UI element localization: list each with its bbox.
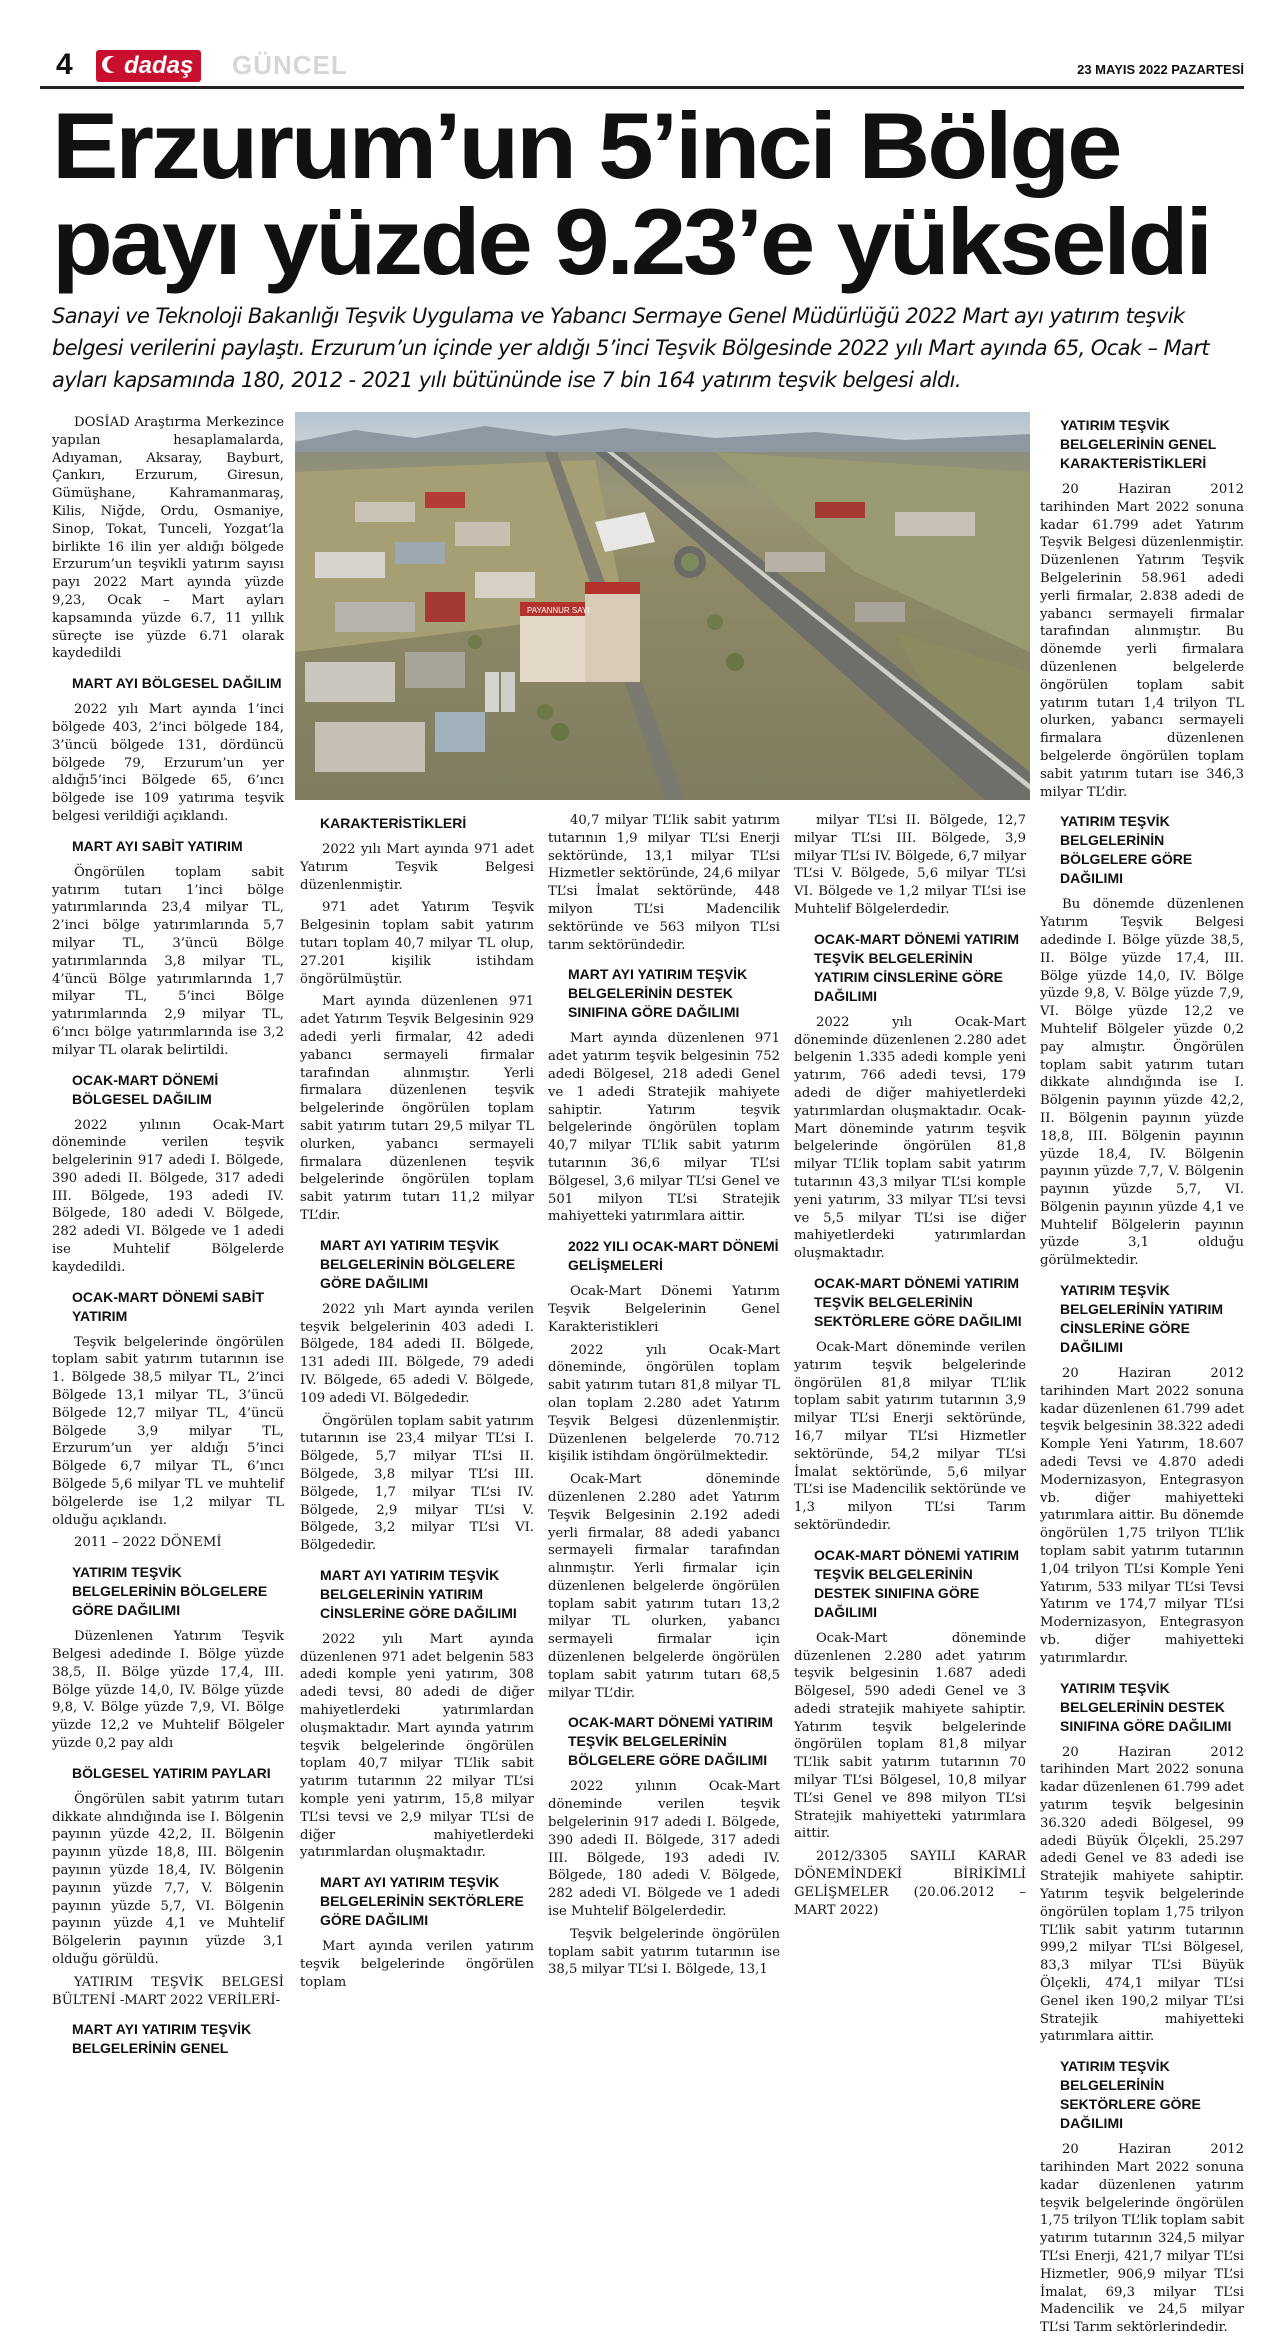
paragraph: 2012/3305 SAYILI KARAR DÖNEMİNDEKİ BİRİKİMLİ GELİŞMELER (20.06.2012 – MART 2022): [794, 1849, 1026, 1918]
paragraph: Ocak-Mart döneminde verilen yatırım teşvik belgelerinde öngörülen 81,8 milyar TL’lik toplam sabit yatırım tutarının 3,9 milyar TL’si Enerji sektöründe, 16,7 milyar TL’si Hizmetler sektöründe, 54,2 milyar TL’si İmalat sektöründe, 5,6 milyar TL’si ise Madencilik sektöründe ve 1,3 milyon TL’si Tarım sektöründedir.: [794, 1339, 1026, 1533]
subheading: YATIRIM TEŞVİK BELGELERİNİN YATIRIM CİNSLERİNE GÖRE DAĞILIMI: [1060, 1282, 1224, 1356]
aerial-photo-industrial-zone: [295, 412, 1030, 800]
subheading: YATIRIM TEŞVİK BELGELERİNİN SEKTÖRLERE GÖRE DAĞILIMI: [1060, 2058, 1201, 2132]
column-4: [794, 812, 1026, 1924]
logo-text: dadaş: [124, 52, 194, 79]
paragraph: 2022 yılı Mart ayında verilen teşvik belgelerinin 403 adedi I. Bölgede, 184 adedi II. Bölgede, 131 adedi III. Bölgede, 79 adedi IV. Bölgede, 65 adedi V. Bölgede, 109 adedi VI. Bölgededir.: [300, 1301, 534, 1406]
building-sign: PAYANNUR SAYI: [527, 606, 590, 615]
subheading: KARAKTERİSTİKLERİ: [320, 815, 467, 831]
page-header: [40, 48, 1244, 89]
subheading: YATIRIM TEŞVİK BELGELERİNİN DESTEK SINIFINA GÖRE DAĞILIMI: [1060, 1679, 1232, 1734]
lead-paragraph: Sanayi ve Teknoloji Bakanlığı Teşvik Uygulama ve Yabancı Sermaye Genel Müdürlüğü 2022 Mart ayı yatırım teşvik belgesi verilerini paylaştı. Erzurum’un içinde yer aldığı 5’inci Teşvik Bölgesinde 2022 yılı Mart ayında 65, Ocak – Mart ayları kapsamında 180, 2012 - 2021 yılı bütününde ise 7 bin 164 yatırım teşvik belgesi aldı.: [52, 304, 1209, 392]
subheading: OCAK-MART DÖNEMİ YATIRIM TEŞVİK BELGELERİNİN YATIRIM CİNSLERİNE GÖRE DAĞILIMI: [814, 930, 1020, 1004]
subheading: OCAK-MART DÖNEMİ YATIRIM TEŞVİK BELGELERİNİN SEKTÖRLERE GÖRE DAĞILIMI: [814, 1274, 1022, 1329]
subheading: MART AYI YATIRIM TEŞVİK BELGELERİNİN YATIRIM CİNSLERİNE GÖRE DAĞILIMI: [320, 1566, 517, 1621]
page-number: 4: [56, 48, 73, 81]
paragraph: 2011 – 2022 DÖNEMİ: [74, 1535, 222, 1551]
column-3: [548, 812, 780, 1984]
paragraph: 2022 yılı Mart ayında düzenlenen 971 adet belgenin 583 adedi komple yeni yatırım, 308 adedi tevsi, 80 adedi de diğer mahiyetlerdeki yatırımlardan oluşmaktadır. Mart ayında yatırım teşvik belgelerinde öngörülen toplam 40,7 milyar TL’lik sabit yatırım tutarının 22 milyar TL’si komple yeni yatırım, 15,8 milyar TL’si tevsi ve 2,9 milyar TL’si de diğer mahiyetlerdeki yatırımlardan oluşmaktadır.: [300, 1631, 534, 1861]
paragraph: 2022 yılı Ocak-Mart döneminde düzenlenen 2.280 adet belgenin 1.335 adedi komple yeni yatırım, 766 adedi tevsi, 179 adedi de diğer mahiyetlerdeki yatırımlardan oluşmaktadır. Ocak-Mart döneminde yatırım teşvik belgelerinde öngörülen 81,8 milyar TL’lik toplam sabit yatırım tutarının 43,3 milyar TL’si komple yeni yatırım, 33 milyar TL’si tevsi ve 5,5 milyar TL’si ise diğer mahiyetlerdeki yatırımlardan oluşmaktadır.: [794, 1014, 1026, 1262]
paragraph: Teşvik belgelerinde öngörülen toplam sabit yatırım tutarının ise 38,5 milyar TL’si I. Bölgede, 13,1: [548, 1926, 780, 1978]
section-label: GÜNCEL: [232, 50, 348, 80]
column-2: [300, 812, 534, 1997]
subheading: MART AYI YATIRIM TEŞVİK BELGELERİNİN DESTEK SINIFINA GÖRE DAĞILIMI: [568, 966, 748, 1021]
paragraph: 2022 yılının Ocak-Mart döneminde verilen teşvik belgelerinin 917 adedi I. Bölgede, 390 adedi II. Bölgede, 317 adedi III. Bölgede, 193 adedi IV. Bölgede, 180 adedi V. Bölgede, 282 adedi VI. Bölgede ve 1 adedi ise Muhtelif Bölgelerde kaydedildi.: [52, 1117, 284, 1275]
subheading: MART AYI BÖLGESEL DAĞILIM: [72, 675, 282, 692]
subheading: YATIRIM TEŞVİK BELGELERİNİN GENEL KARAKTERİSTİKLERİ: [1060, 417, 1217, 471]
paragraph: 20 Haziran 2012 tarihinden Mart 2022 sonuna kadar düzenlenen 61.799 adet teşvik belgesinin 38.322 adedi Komple Yeni Yatırım, 18.607 adedi Tevsi ve 4.870 adedi Modernizasyon, Entegrasyon vb. diğer mahiyetteki yatırımlara aittir. Bu dönemde öngörülen 1,75 trilyon TL’lik toplam sabit yatırım tutarının 1,04 trilyon TL’si Komple Yeni Yatırım, 533 milyar TL’si Tevsi Yatırım ve 174,7 milyar TL’si Modernizasyon, Entegrasyon vb. diğer mahiyetteki yatırımlardır.: [1040, 1366, 1244, 1666]
subheading: OCAK-MART DÖNEMİ SABİT YATIRIM: [72, 1288, 265, 1324]
subheading: OCAK-MART DÖNEMİ BÖLGESEL DAĞILIM: [72, 1071, 219, 1107]
paragraph: Mart ayında verilen yatırım teşvik belgelerinde öngörülen toplam: [300, 1939, 534, 1990]
paragraph: Mart ayında düzenlenen 971 adet yatırım teşvik belgesinin 752 adedi Bölgesel, 218 adedi Genel ve 1 adedi Stratejik mahiyete sahiptir. Yatırım teşvik belgelerinde öngörülen toplam 40,7 milyar TL’lik sabit yatırım tutarının 36,6 milyar TL’si Bölgesel, 3,6 milyar TL’si Genel ve 501 milyon TL’si Stratejik mahiyetteki yatırımlara aittir.: [548, 1031, 780, 1225]
paragraph: 2022 yılı Ocak-Mart döneminde, öngörülen toplam sabit yatırım tutarı 81,8 milyar TL olan toplam 2.280 adet Yatırım Teşvik Belgesi düzenlenmiştir. Düzenlenen belgelerde 70.712 kişilik istihdam öngörülmektedir.: [548, 1342, 780, 1465]
subheading: MART AYI YATIRIM TEŞVİK BELGELERİNİN GENEL: [72, 2021, 252, 2057]
subheading: MART AYI SABİT YATIRIM: [72, 837, 243, 854]
subheading: YATIRIM TEŞVİK BELGELERİNİN BÖLGELERE GÖRE DAĞILIMI: [1060, 813, 1193, 887]
column-1: [52, 414, 284, 2066]
newspaper-logo: [96, 50, 201, 82]
paragraph: Ocak-Mart döneminde düzenlenen 2.280 adet Yatırım Teşvik Belgesinin 2.192 adedi yerli firmalar, 88 adedi yabancı sermayeli firmalar tarafından alınmıştır. Yerli firmalar için düzenlenen belgelerde öngörülen toplam sabit yatırım tutarı 13,2 milyar TL olurken, yabancı sermayeli firmalar için düzenlenen belgelerde öngörülen toplam sabit yatırım tutarı 68,5 milyar TL’dir.: [548, 1472, 780, 1701]
subheading: YATIRIM TEŞVİK BELGELERİNİN BÖLGELERE GÖRE DAĞILIMI: [72, 1564, 268, 1619]
subheading: OCAK-MART DÖNEMİ YATIRIM TEŞVİK BELGELERİNİN BÖLGELERE GÖRE DAĞILIMI: [568, 1714, 774, 1769]
subheading: MART AYI YATIRIM TEŞVİK BELGELERİNİN BÖLGELERE GÖRE DAĞILIMI: [320, 1236, 516, 1291]
issue-date: 23 MAYIS 2022 PAZARTESİ: [1077, 62, 1244, 77]
paragraph: Teşvik belgelerinde öngörülen toplam sabit yatırım tutarının ise 1. Bölgede 38,5 milyar TL, 2’inci Bölgede 13,1 milyar TL, 3’üncü Bölgede 12,7 milyar TL, 4’üncü Bölgede 3,9 milyar TL, Erzurum’un yer aldığı 5’inci Bölgede 6,7 milyar TL, 6’ıncı Bölgede 5,6 milyar TL ve muhtelif bölgelerde ise 1,2 milyar TL olduğu açıklandı.: [52, 1334, 284, 1528]
subheading: OCAK-MART DÖNEMİ YATIRIM TEŞVİK BELGELERİNİN DESTEK SINIFINA GÖRE DAĞILIMI: [814, 1546, 1020, 1620]
subheading: MART AYI YATIRIM TEŞVİK BELGELERİNİN SEKTÖRLERE GÖRE DAĞILIMI: [320, 1874, 524, 1929]
paragraph: 40,7 milyar TL’lik sabit yatırım tutarının 1,9 milyar TL’si Enerji sektöründe, 13,1 milyar TL’si Hizmetler sektöründe, 24,6 milyar TL’si İmalat sektöründe, 448 milyon TL’si Madencilik sektöründe ve 563 milyon TL’si tarım sektöründedir.: [548, 813, 780, 953]
paragraph: YATIRIM TEŞVİK BELGESİ BÜLTENİ -MART 2022 VERİLERİ-: [52, 1974, 284, 2008]
crescent-icon: [102, 56, 119, 73]
headline: Erzurum’un 5’inci Bölge payı yüzde 9.23’e yükseldi: [52, 93, 1210, 294]
aerial-photo-drawing: [295, 412, 1030, 800]
paragraph: 20 Haziran 2012 tarihinden Mart 2022 sonuna kadar 61.799 adet Yatırım Teşvik Belgesi düzenlenmiştir. Düzenlenen Yatırım Teşvik Belgelerinin 58.961 adedi yerli firmalar, 2.838 adedi de yabancı sermayeli firmalar tarafından alınmıştır. Bu dönemde yerli firmalara düzenlenen belgelerde öngörülen toplam sabit yatırım tutarı 1,4 trilyon TL olurken, yabancı sermayeli firmalara düzenlenen belgelerde öngörülen toplam sabit yatırım tutarı ise 346,3 milyar TL’dir.: [1040, 482, 1244, 800]
column-5: [1040, 414, 1244, 2342]
paragraph: 20 Haziran 2012 tarihinden Mart 2022 sonuna kadar düzenlenen yatırım teşvik belgelerinde öngörülen 1,75 trilyon TL’lik toplam sabit yatırım tutarının 324,5 milyar TL’si Enerji, 421,7 milyar TL’si Hizmetler, 906,9 milyar TL’si İmalat, 69,3 milyar TL’si Madencilik ve 24,5 milyar TL’si Tarım sektörlerindedir.: [1040, 2142, 1244, 2336]
paragraph: Ocak-Mart döneminde düzenlenen 2.280 adet yatırım teşvik belgesinin 1.687 adedi Bölgesel, 590 adedi Genel ve 3 adedi stratejik mahiyete sahiptir. Yatırım teşvik belgelerinde öngörülen toplam 81,8 milyar TL’lik sabit yatırım tutarının 70 milyar TL’si Bölgesel, 10,8 milyar TL’si Genel ve 898 milyon TL’si Stratejik mahiyetteki yatırımlara aittir.: [794, 1630, 1026, 1842]
paragraph: DOSİAD Araştırma Merkezince yapılan hesaplamalarda, Adıyaman, Aksaray, Bayburt, Çankırı, Erzurum, Giresun, Gümüşhane, Kahramanmaraş, Kilis, Niğde, Ordu, Osmaniye, Sinop, Tokat, Tunceli, Yozgat’la birlikte 16 ilin yer aldığı bölgede Erzurum’un teşvikli yatırım sayısı payı 2022 Mart ayında yüzde 9,23, Ocak – Mart ayları kapsamında yüzde 6.7, 11 yıllık süreçte ise yüzde 6.71 olarak kaydedildi: [52, 415, 284, 662]
paragraph: 971 adet Yatırım Teşvik Belgesinin toplam sabit yatırım tutarı toplam 40,7 milyar TL olup, 27.201 kişilik istihdam öngörülmüştür.: [300, 900, 534, 987]
subheading: BÖLGESEL YATIRIM PAYLARI: [72, 1764, 271, 1781]
paragraph: Bu dönemde düzenlenen Yatırım Teşvik Belgesi adedinde I. Bölge yüzde 38,5, II. Bölge yüzde 17,4, III. Bölge yüzde 14,0, IV. Bölge yüzde 9,8, V. Bölge yüzde 7,9, VI. Bölge yüzde 12,2 ve Muhtelif Bölgeler yüzde 0,2 pay almıştır. Öngörülen toplam sabit yatırım tutarı dikkate alındığında ise I. Bölgenin payının yüzde 42,2, II. Bölgenin payının yüzde 18,8, III. Bölgenin payının yüzde 18,4, IV. Bölgenin payının yüzde 7,7, V. Bölgenin payının yüzde 5,7, VI. Bölgenin payının yüzde 4,1 ve Muhtelif Bölgelerin payının yüzde 3,1 olduğu görülmektedir.: [1040, 897, 1244, 1269]
paragraph: Öngörülen toplam sabit yatırım tutarı 1’inci bölge yatırımlarında 23,4 milyar TL, 2’inci bölge yatırımlarında 5,7 milyar TL, 3’üncü Bölge yatırımlarında 3,8 milyar TL, 4’üncü Bölge yatırımlarında 1,7 milyar TL, 5’inci Bölge yatırımlarında 2,9 milyar TL, 6’ıncı bölge yatırımlarında ise 3,2 milyar TL olarak belirtildi.: [52, 864, 284, 1058]
paragraph: 20 Haziran 2012 tarihinden Mart 2022 sonuna kadar düzenlenen 61.799 adet yatırım teşvik belgesinin 36.320 adedi Bölgesel, 99 adedi Büyük Ölçekli, 25.297 adedi Genel ve 83 adedi ise Stratejik mahiyete sahiptir. Yatırım teşvik belgelerinde öngörülen toplam 1,75 trilyon TL’lik sabit yatırım tutarının 999,2 milyar TL’si Bölgesel, 83,3 milyar TL’si Büyük Ölçekli, 474,1 milyar TL’si Genel iken 190,2 milyar TL’si Stratejik mahiyetteki yatırımlara aittir.: [1040, 1744, 1244, 2045]
paragraph: 2022 yılı Mart ayında 1’inci bölgede 403, 2’inci bölgede 184, 3’üncü bölgede 131, dördüncü bölgede 79, Erzurum’un yer aldığı5’inci Bölgede 65, 6’ıncı bölgede ise 109 yatırıma teşvik belgesi verildiği açıklandı.: [52, 702, 284, 824]
paragraph: Öngörülen toplam sabit yatırım tutarının ise 23,4 milyar TL’si I. Bölgede, 5,7 milyar TL’si II. Bölgede, 3,8 milyar TL’si III. Bölgede, 1,7 milyar TL’si IV. Bölgede, 2,9 milyar TL’si V. Bölgede, 3,2 milyar TL’si VI. Bölgededir.: [300, 1413, 534, 1554]
paragraph: Düzenlenen Yatırım Teşvik Belgesi adedinde I. Bölge yüzde 38,5, II. Bölge yüzde 17,4, III. Bölge yüzde 14,0, IV. Bölge yüzde 9,8, V. Bölge yüzde 7,9, VI. Bölge yüzde 12,2 ve Muhtelif Bölgeler yüzde 0,2 pay aldı: [52, 1629, 284, 1752]
paragraph: 2022 yılının Ocak-Mart döneminde verilen teşvik belgelerinin 917 adedi I. Bölgede, 390 adedi II. Bölgede, 317 adedi III. Bölgede, 193 adedi IV. Bölgede, 180 adedi V. Bölgede, 282 adedi VI. Bölgede ve 1 adedi ise Muhtelif Bölgelerdedir.: [548, 1779, 780, 1920]
paragraph: Mart ayında düzenlenen 971 adet Yatırım Teşvik Belgesinin 929 adedi yerli firmalar, 42 adedi yabancı sermayeli firmalar tarafından alınmıştır. Yerli firmalara düzenlenen teşvik belgelerinde öngörülen toplam sabit yatırım tutarı 29,5 milyar TL olurken, yabancı sermayeli firmalara düzenlenen teşvik belgelerinde öngörülen toplam sabit yatırım tutarı 11,2 milyar TL’dir.: [300, 994, 534, 1223]
paragraph: Öngörülen sabit yatırım tutarı dikkate alındığında ise I. Bölgenin payının yüzde 42,2, II. Bölgenin payının yüzde 18,8, III. Bölgenin payının yüzde 18,4, IV. Bölgenin payının yüzde 7,7, V. Bölgenin payının yüzde 5,7, VI. Bölgenin payının yüzde 4,1 ve Muhtelif Bölgelerin payının yüzde 3,1 olduğu görüldü.: [52, 1791, 284, 1967]
subheading: 2022 YILI OCAK-MART DÖNEMİ GELİŞMELERİ: [568, 1238, 779, 1274]
paragraph: 2022 yılı Mart ayında 971 adet Yatırım Teşvik Belgesi düzenlenmiştir.: [300, 842, 534, 893]
paragraph: Ocak-Mart Dönemi Yatırım Teşvik Belgelerinin Genel Karakteristikleri: [548, 1284, 780, 1335]
paragraph: milyar TL’si II. Bölgede, 12,7 milyar TL’si III. Bölgede, 3,9 milyar TL’si IV. Bölgede, 6,7 milyar TL’si V. Bölgede, 5,6 milyar TL’si VI. Bölgede ve 1,2 milyar TL’si ise Muhtelif Bölgelerdedir.: [794, 813, 1026, 917]
